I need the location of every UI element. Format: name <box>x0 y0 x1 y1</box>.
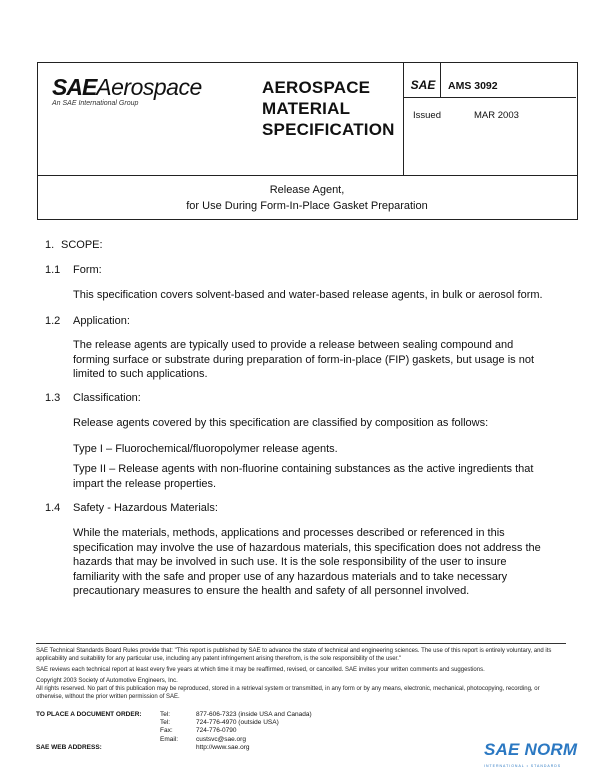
header-divider-v <box>403 62 404 175</box>
footer-rules: SAE Technical Standards Board Rules provide that: "This report is published by SAE to advance the state of technical and engineering sciences. The use of this report is entirely voluntary, and its applicability and suitability for any particular use, including any patent infringement arising therefrom, is the sole responsibility of the user." <box>36 648 552 662</box>
section-number: 1. <box>45 239 55 251</box>
footer-copyright: Copyright 2003 Society of Automotive Engineers, Inc. <box>36 678 178 684</box>
fax-value: 724-776-0790 <box>196 727 237 735</box>
document-number: AMS 3092 <box>448 80 498 92</box>
paragraph: Release agents covered by this specification are classified by composition as follows: <box>73 417 489 429</box>
document-type-title: AEROSPACE MATERIAL SPECIFICATION <box>262 78 395 139</box>
email-label: Email: <box>160 735 179 743</box>
section-heading: SCOPE: <box>61 239 103 251</box>
section-heading: Application: <box>73 315 130 327</box>
fax-label: Fax: <box>160 727 173 735</box>
header-divider-h <box>403 97 576 98</box>
section-heading: Safety - Hazardous Materials: <box>73 502 218 514</box>
section-heading: Classification: <box>73 392 141 404</box>
paragraph: The release agents are typically used to provide a release between sealing compound and forming surface or substrate during preparation of form-in-place (FIP) gaskets, but usage is not limited to such applications. <box>73 339 534 380</box>
issued-date: MAR 2003 <box>474 110 519 121</box>
section-heading: Form: <box>73 264 102 276</box>
sae-aerospace-logo: SAEAerospace An SAE International Group <box>52 76 222 107</box>
section-number: 1.3 <box>45 392 61 404</box>
tel2-label: Tel: <box>160 719 171 727</box>
paragraph: While the materials, methods, applications and processes described or referenced in this specification may involve the use of hazardous materials, this specification does not address the hazards that may be involved in such use. It is the sole responsibility of the user to insure familiarity with the safe and proper use of any hazardous materials and to take necessary precautionary measures to ensure the health and safety of all personnel involved. <box>73 527 541 597</box>
footer-rights: All rights reserved. No part of this publication may be reproduced, stored in a retrieval system or transmitted, in any form or by any means, electronic, mechanical, photocopying, recording, or otherwise, without the prior written permission of SAE. <box>36 686 540 700</box>
email-value[interactable]: custsvc@sae.org <box>196 735 246 743</box>
paragraph: Type I – Fluorochemical/fluoropolymer release agents. <box>73 443 338 455</box>
section-number: 1.4 <box>45 502 61 514</box>
footer-divider <box>36 643 566 644</box>
order-contact-block <box>36 711 376 759</box>
section-number: 1.2 <box>45 315 61 327</box>
web-address-link[interactable]: http://www.sae.org <box>196 743 250 751</box>
header-divider-v2 <box>440 62 441 98</box>
logo-tagline: An SAE International Group <box>52 100 139 107</box>
tel2-value: 724-776-4970 (outside USA) <box>196 719 279 727</box>
scope-section <box>45 238 545 598</box>
footer-review: SAE reviews each technical report at least every five years at which time it may be reaffirmed, revised, or cancelled. SAE invites your written comments and suggestions. <box>36 667 485 673</box>
issued-label: Issued <box>413 110 441 121</box>
paragraph: This specification covers solvent-based and water-based release agents, in bulk or aerosol form. <box>73 289 543 301</box>
web-label: SAE WEB ADDRESS: <box>36 743 102 751</box>
tel-value: 877-606-7323 (inside USA and Canada) <box>196 711 312 718</box>
paragraph: Type II – Release agents with non-fluorine containing substances as the active ingredients that impart the release properties. <box>73 463 534 490</box>
sae-norm-watermark: SAE NORM <box>484 740 578 759</box>
sae-mark: SAE <box>410 78 436 92</box>
tel-label: Tel: <box>160 711 171 718</box>
document-title: Release Agent, for Use During Form-In-Place Gasket Preparation <box>186 184 428 212</box>
watermark-subtext: INTERNATIONAL • STANDARDS <box>484 764 562 768</box>
order-label: TO PLACE A DOCUMENT ORDER: <box>36 711 142 718</box>
section-number: 1.1 <box>45 264 61 276</box>
